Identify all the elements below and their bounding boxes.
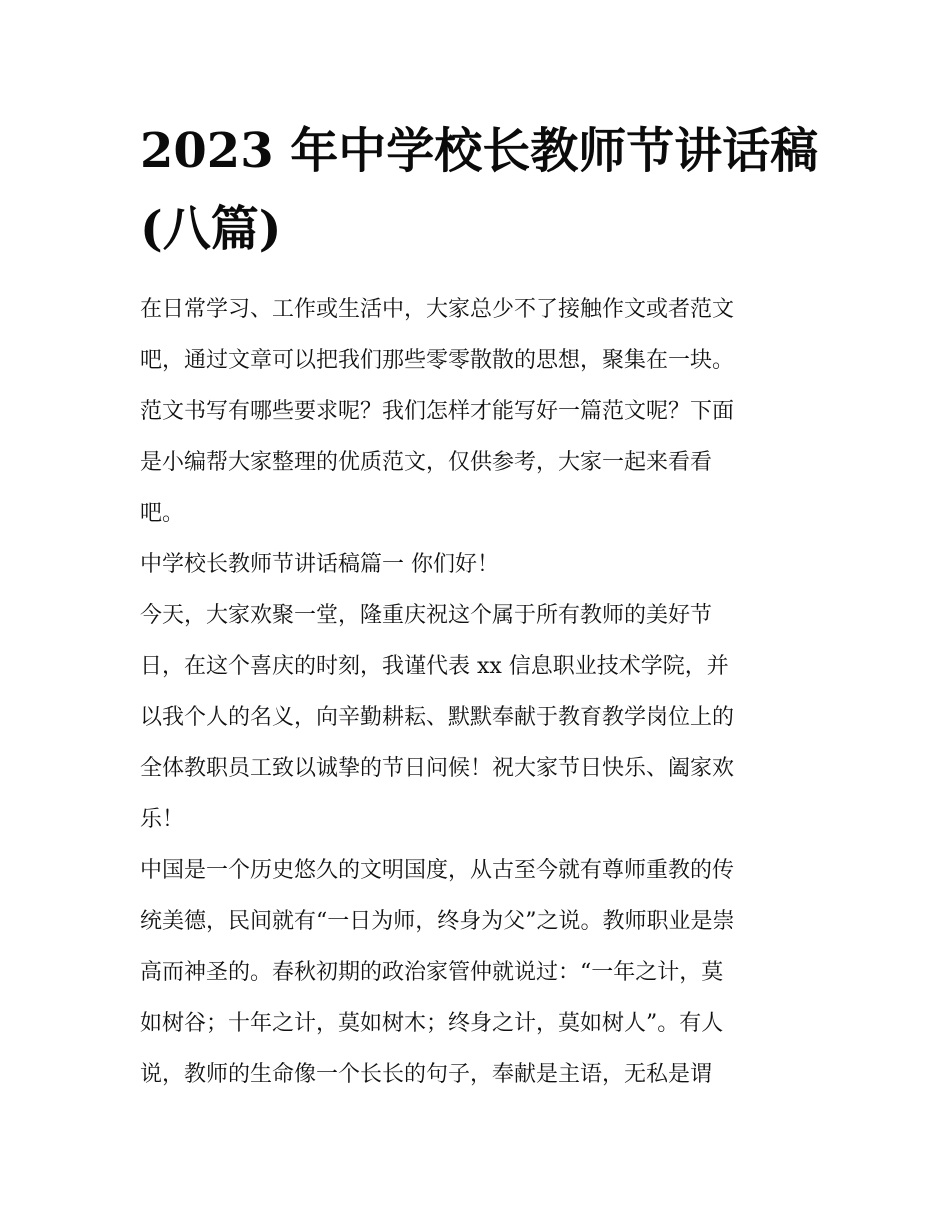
title-line: 2023 年中学校长教师节讲话稿 <box>140 123 819 179</box>
text-line: 高而神圣的。春秋初期的政治家管仲就说过：“一年之计，莫 <box>140 960 724 985</box>
document-body <box>140 112 820 1100</box>
text-line: 范文书写有哪些要求呢？我们怎样才能写好一篇范文呢？下面 <box>140 399 735 424</box>
text-line: 说，教师的生命像一个长长的句子，奉献是主语，无私是谓 <box>140 1062 713 1087</box>
greeting-paragraph <box>140 590 820 845</box>
text-line: 中学校长教师节讲话稿篇一 你们好！ <box>140 552 499 577</box>
text-line: 全体教职员工致以诚挚的节日问候！祝大家节日快乐、阖家欢 <box>140 756 735 781</box>
text-line: 吧，通过文章可以把我们那些零零散散的思想，聚集在一块。 <box>140 348 735 373</box>
intro-paragraph <box>140 284 820 539</box>
document-title <box>140 112 820 268</box>
text-line: 乐！ <box>140 807 185 832</box>
text-line: 如树谷；十年之计，莫如树木；终身之计，莫如树人”。有人 <box>140 1011 724 1036</box>
text-line: 日，在这个喜庆的时刻，我谨代表 xx 信息职业技术学院，并 <box>140 654 729 679</box>
text-line: 在日常学习、工作或生活中，大家总少不了接触作文或者范文 <box>140 297 735 322</box>
tradition-paragraph <box>140 845 820 1100</box>
text-line: 是小编帮大家整理的优质范文，仅供参考，大家一起来看看 <box>140 450 713 475</box>
text-line: 吧。 <box>140 501 185 526</box>
text-line: 以我个人的名义，向辛勤耕耘、默默奉献于教育教学岗位上的 <box>140 705 735 730</box>
section-heading-paragraph <box>140 539 820 590</box>
title-line: (八篇) <box>140 201 282 257</box>
text-line: 中国是一个历史悠久的文明国度，从古至今就有尊师重教的传 <box>140 858 735 883</box>
text-line: 今天，大家欢聚一堂，隆重庆祝这个属于所有教师的美好节 <box>140 603 713 628</box>
text-line: 统美德，民间就有“一日为师，终身为父”之说。教师职业是崇 <box>140 909 735 934</box>
